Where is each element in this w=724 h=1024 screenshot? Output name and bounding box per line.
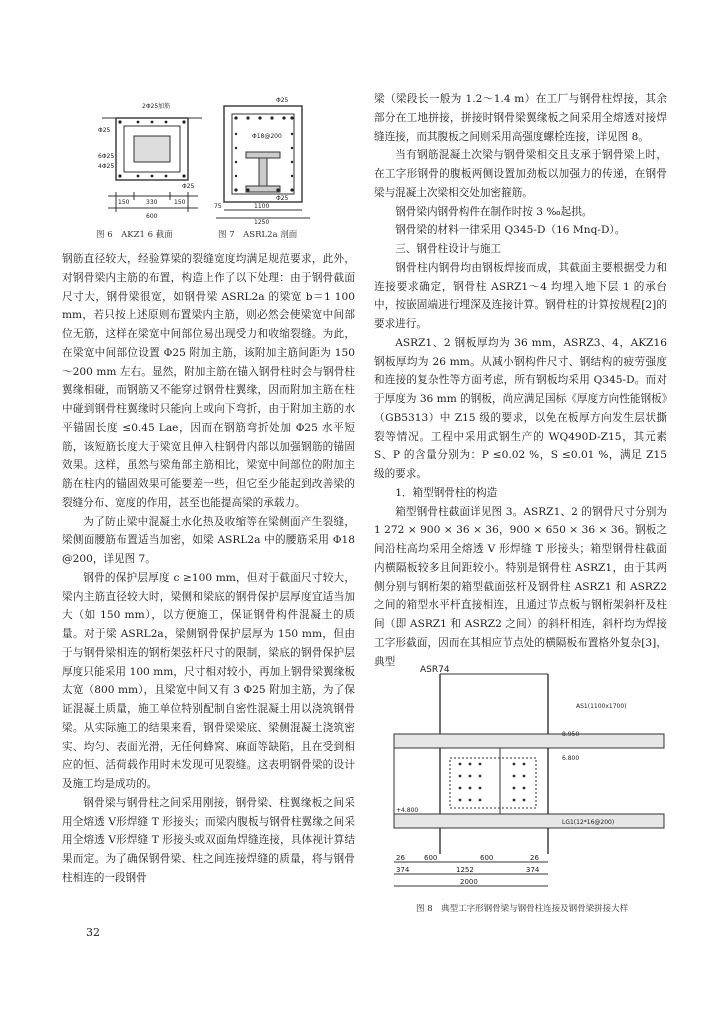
figure-6-drawing	[98, 92, 208, 224]
fig8-label-1: AS1(1100x1700)	[576, 703, 627, 710]
left-column-text	[62, 250, 355, 888]
fig7-label-1: Φ18@200	[252, 133, 282, 140]
left-paragraph-2: 为了防止梁中混凝土水化热及收缩等在梁侧面产生裂缝，梁侧面腰筋布置适当加密，如梁 ASRL2a 中的腰筋采用 Φ18 @200，详见图 7。	[62, 515, 355, 565]
right-paragraph-4: 钢骨梁的材料一律采用 Q345-D（16 Mnq-D）。	[395, 224, 626, 237]
fig8-dim-5: 374	[396, 866, 410, 874]
left-paragraph-1: 钢筋直径较大，经验算梁的裂缝宽度均满足规范要求，此外，对钢骨梁内主筋的布置，构造上作了以下处理：由于钢骨截面尺寸大，钢骨梁很宽，如钢骨梁 ASRL2a 的梁宽 b＝1 100 mm，若只按上述原则布置梁内主筋，则必然会使梁宽中间部位无筋，这样在梁宽中间部位易出现受力和收缩裂缝。为此，在梁宽中间部位设置 Φ25 附加主筋，该附加主筋间距为 150～200 mm 左右。显然，附加主筋在锚入钢骨柱时会与钢骨柱翼缘相碰，而钢筋又不能穿过钢骨柱翼缘，因而附加主筋在柱中碰到钢骨柱翼缘时只能向上或向下弯折，由于附加主筋的水平锚固长度 ≤0.45 Lae，因而在钢筋弯折处加 Φ25 水平短筋，该短筋长度大于梁宽且伸入柱钢骨内部以加强钢筋的锚固效果。这样，虽然与梁角部主筋相比，梁宽中间部位的附加主筋在柱内的锚固效果可能要差一些，但它至少能起到改善梁的裂缝分布、宽度的作用，甚至也能提高梁的承载力。	[62, 253, 355, 509]
left-paragraph-4: 钢骨梁与钢骨柱之间采用刚接，钢骨梁、柱翼缘板之间采用全熔透 V形焊缝 T 形接头；而梁内腹板与钢骨柱翼缘之间采用全熔透 V形焊缝 T 形接头或双面角焊缝连接，具体视计算结果而定。为了确保钢骨梁、柱之间连接焊缝的质量，将与钢骨柱相连的一段钢骨	[62, 796, 355, 884]
right-paragraph-5: 钢骨柱内钢骨均由钢板焊接而成，其截面主要根据受力和连接要求确定，钢骨柱 ASRZ1～4 均埋入地下层 1 的承台中，按嵌固端进行埋深及连接计算。钢骨柱的计算按规程[2]的要求进行。	[374, 261, 667, 330]
fig6-dim-1: 150	[118, 199, 130, 206]
fig6-label-3: 6Φ25	[98, 153, 115, 160]
right-column-text	[374, 90, 667, 671]
fig8-label-5: LG1(12*16@200)	[562, 819, 615, 826]
fig6-dim-4: 600	[146, 213, 158, 220]
fig8-dim-total: 2000	[460, 878, 478, 886]
right-paragraph-2: 当有钢筋混凝土次梁与钢骨梁相交且支承于钢骨梁上时，在工字形钢骨的腹板两侧设置加劲板以加强力的传递，在钢骨梁与混凝土次梁相交处加密箍筋。	[374, 149, 667, 199]
figure-7-caption: 图 7 ASRL2a 剖面	[218, 230, 298, 240]
fig6-label-5: Φ25	[182, 183, 195, 190]
fig7-dim-3: 1250	[254, 219, 270, 224]
fig8-dim-1: 26	[396, 854, 405, 862]
fig7-dim-1: 75	[214, 203, 222, 210]
section-heading-3: 三、钢骨柱设计与施工	[395, 243, 502, 255]
fig6-dim-2: 330	[146, 199, 158, 206]
fig8-dim-2: 600	[424, 854, 438, 862]
fig6-label-1: 2Φ25加筋	[142, 103, 171, 110]
fig6-label-2: Φ25	[98, 127, 111, 134]
fig7-label-3: Φ25	[276, 195, 289, 202]
fig8-dim-3: 600	[480, 854, 494, 862]
figure-7-drawing	[212, 92, 316, 224]
page-number: 32	[86, 926, 100, 939]
fig6-dim-3: 150	[174, 199, 186, 206]
subsection-heading-1: 1．箱型钢骨柱的构造	[395, 486, 498, 499]
fig8-label-3: 6.800	[562, 755, 580, 762]
fig8-label-4: +4.800	[396, 807, 419, 814]
fig8-top-label: ASR74	[420, 665, 450, 675]
fig8-label-2: 8.950	[562, 731, 580, 738]
right-paragraph-6: ASRZ1、2 钢板厚均为 36 mm，ASRZ3、4，AKZ16 钢板厚均为 26 mm。从减小钢构件尺寸、钢结构的疲劳强度和连接的复杂性等方面考虑，所有钢板均采用 Q345-D。而对于厚度为 36 mm 的钢板，尚应满足国标《厚度方向性能钢板》（GB5313）中 Z15 级的要求，以免在板厚方向发生层状撕裂等情况。工程中采用武钢生产的 WQ490D-Z15，其元素 S、P 的含量分别为：P ≤0.02 %，S ≤0.01 %，满足 Z15 级的要求。	[374, 336, 667, 480]
figure-6-caption: 图 6 AKZ1 6 截面	[96, 230, 173, 240]
left-paragraph-3: 钢骨的保护层厚度 c ≥100 mm，但对于截面尺寸较大，梁内主筋直径较大时，梁侧和梁底的钢骨保护层厚度宜适当加大（如 150 mm），以方便施工，保证钢骨构件混凝土的质量。对于梁 ASRL2a，梁侧钢骨保护层厚为 150 mm，但由于与钢骨梁相连的钢桁架弦杆尺寸的限制，梁底的钢骨保护层厚度只能采用 100 mm，尺寸相对较小，再加上钢骨梁翼缘板太宽（800 mm），且梁宽中间又有 3 Φ25 附加主筋，为了保证混凝土质量，施工单位特别配制自密性混凝土用以浇筑钢骨梁。从实际施工的结果来看，钢骨梁梁底、梁侧混凝土浇筑密实、均匀、表面光滑，无任何蜂窝、麻面等缺陷，且在受到相应的恒、活荷载作用时未发现可见裂缝。这表明钢骨梁的设计及施工均是成功的。	[62, 571, 355, 790]
right-paragraph-3: 钢骨梁内钢骨构件在制作时按 3 ‰起拱。	[395, 205, 593, 218]
figure-8-caption: 图 8 典型工字形钢骨梁与钢骨柱连接及钢骨梁拼接大样	[416, 904, 629, 914]
fig8-dim-6: 1252	[456, 866, 474, 874]
fig7-label-2: Φ25	[276, 97, 289, 104]
fig8-dim-4: 26	[530, 854, 539, 862]
figure-8-drawing	[380, 664, 680, 894]
fig6-label-4: 4Φ25	[98, 163, 115, 170]
fig8-dim-7: 374	[526, 866, 540, 874]
right-paragraph-1: 梁（梁段长一般为 1.2～1.4 m）在工厂与钢骨柱焊接，其余部分在工地拼接，拼接时钢骨梁翼缘板之间采用全熔透对接焊缝连接，而其腹板之间则采用高强度螺栓连接，详见图 8。	[374, 93, 667, 143]
fig7-dim-2: 1100	[254, 203, 270, 210]
right-paragraph-7: 箱型钢骨柱截面详见图 3。ASRZ1、2 的钢骨尺寸分别为 1 272 × 900 × 36 × 36，900 × 650 × 36 × 36。钢板之间沿柱高均采用全熔透 V 形焊缝 T 形接头；箱型钢骨柱截面内横隔板较多且间距较小。特别是钢骨柱 ASRZ1，由于其两侧分别与钢桁架的箱型截面弦杆及钢骨柱 ASRZ1 和 ASRZ2 之间的箱型水平杆直接相连，且通过节点板与钢桁架斜杆及柱间（即 ASRZ1 和 ASRZ2 之间）的斜杆相连，斜杆均为焊接工字形截面，因而在其相应节点处的横隔板布置格外复杂[3]，典型	[374, 505, 667, 668]
